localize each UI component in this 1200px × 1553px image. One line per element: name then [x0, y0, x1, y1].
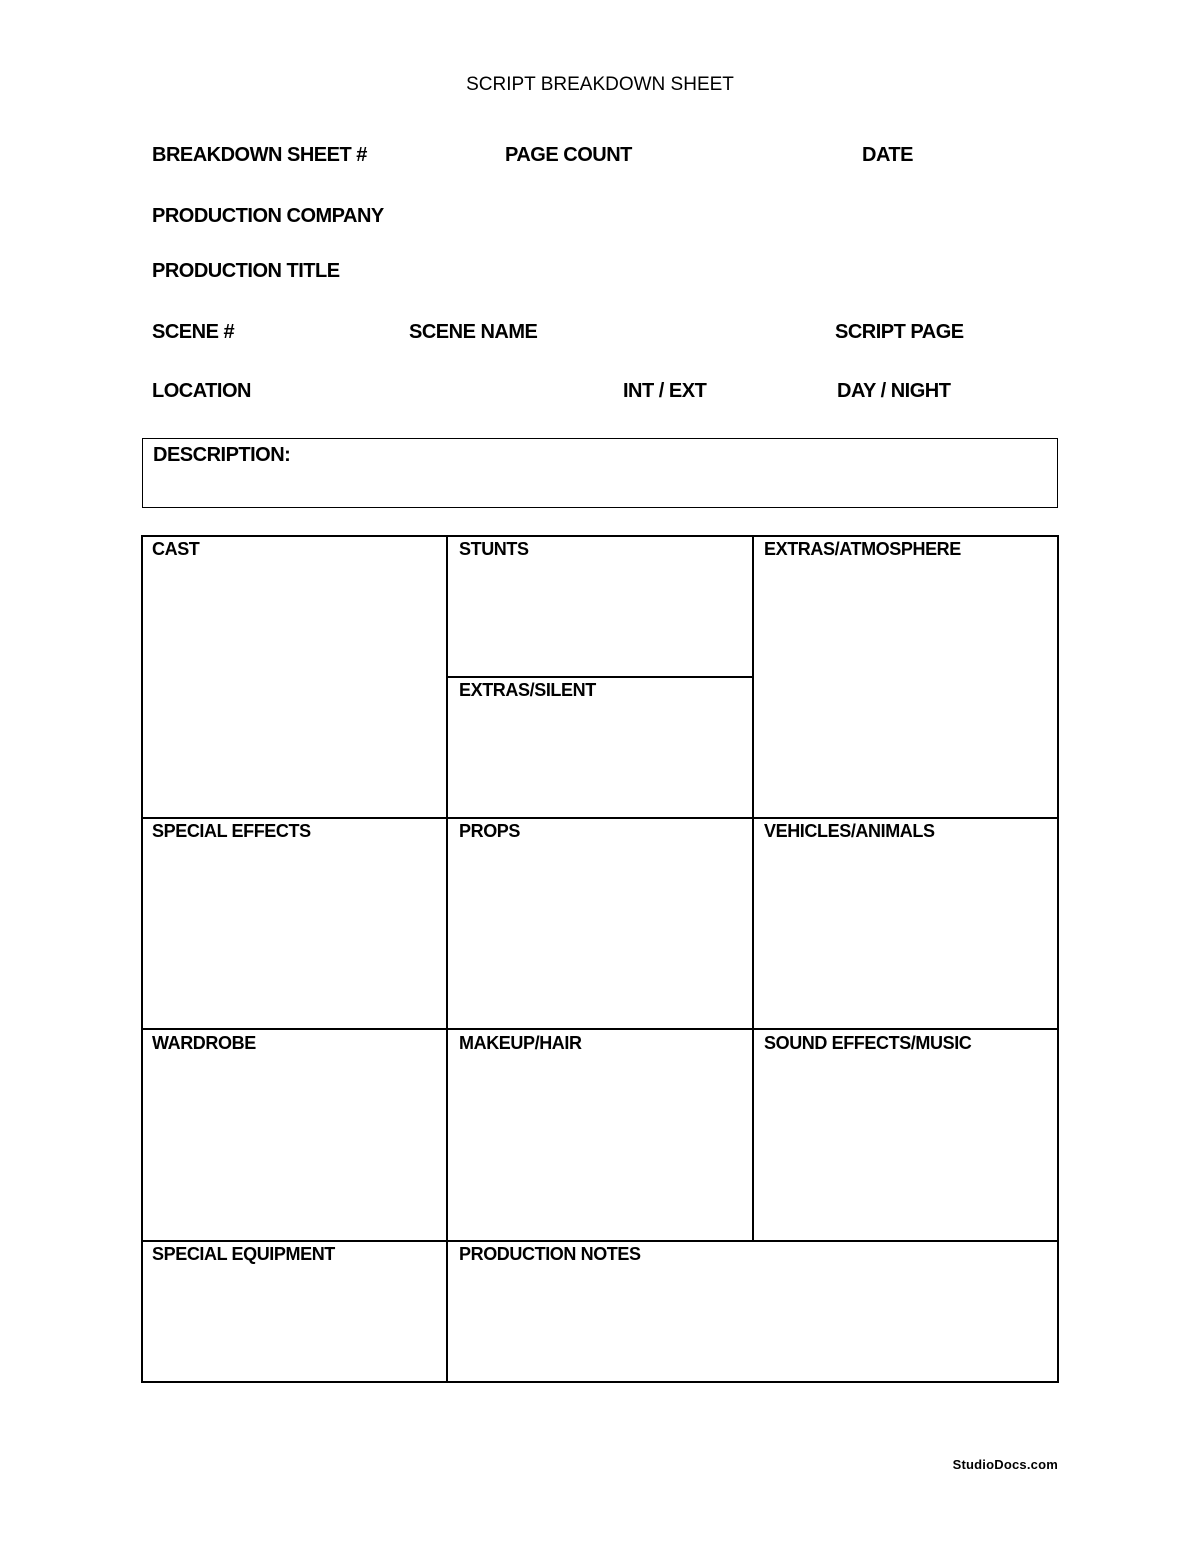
grid-border-right: [1057, 535, 1059, 1382]
grid-row-divider-3: [141, 1240, 1059, 1242]
vehicles-animals-label: VEHICLES/ANIMALS: [764, 821, 935, 841]
makeup-hair-label: MAKEUP/HAIR: [459, 1033, 582, 1053]
grid-stunts-divider: [446, 676, 754, 678]
wardrobe-label: WARDROBE: [152, 1033, 256, 1053]
special-equipment-label: SPECIAL EQUIPMENT: [152, 1244, 335, 1264]
scene-name-label: SCENE NAME: [409, 321, 538, 343]
grid-col-divider-1: [446, 535, 448, 1382]
grid-row-divider-2: [141, 1028, 1059, 1030]
grid-row-divider-1: [141, 817, 1059, 819]
location-label: LOCATION: [152, 380, 251, 402]
cast-label: CAST: [152, 539, 200, 559]
production-title-label: PRODUCTION TITLE: [152, 260, 340, 282]
special-effects-label: SPECIAL EFFECTS: [152, 821, 311, 841]
grid-border-top: [141, 535, 1059, 537]
int-ext-label: INT / EXT: [623, 380, 707, 402]
sound-effects-music-label: SOUND EFFECTS/MUSIC: [764, 1033, 972, 1053]
page-count-label: PAGE COUNT: [505, 144, 632, 166]
extras-silent-label: EXTRAS/SILENT: [459, 680, 596, 700]
props-label: PROPS: [459, 821, 521, 841]
production-company-label: PRODUCTION COMPANY: [152, 205, 384, 227]
grid-col-divider-2: [752, 535, 754, 1241]
script-page-label: SCRIPT PAGE: [835, 321, 964, 343]
extras-atmosphere-label: EXTRAS/ATMOSPHERE: [764, 539, 961, 559]
description-box: [142, 438, 1058, 508]
date-label: DATE: [862, 144, 913, 166]
day-night-label: DAY / NIGHT: [837, 380, 951, 402]
breakdown-sheet-number-label: BREAKDOWN SHEET #: [152, 144, 367, 166]
stunts-label: STUNTS: [459, 539, 529, 559]
production-notes-label: PRODUCTION NOTES: [459, 1244, 641, 1264]
footer-brand: StudioDocs.com: [952, 1457, 1058, 1472]
grid-border-bottom: [141, 1381, 1059, 1383]
grid-border-left: [141, 535, 143, 1382]
scene-number-label: SCENE #: [152, 321, 235, 343]
page-title: SCRIPT BREAKDOWN SHEET: [466, 74, 734, 95]
description-label: DESCRIPTION:: [153, 444, 291, 466]
